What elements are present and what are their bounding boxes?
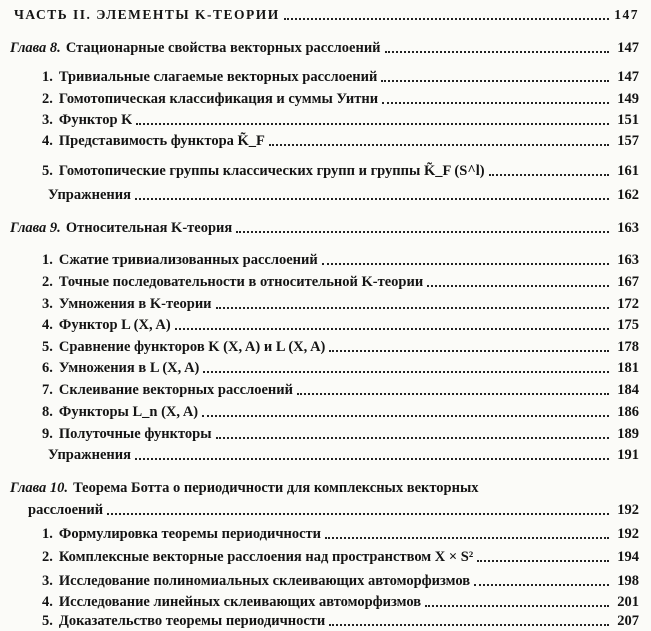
chapter-label: Глава 8. xyxy=(10,40,61,56)
dot-leader xyxy=(477,560,609,562)
section-title: Полуточные функторы xyxy=(58,426,212,442)
section-number: 8. xyxy=(42,404,53,420)
chapter-heading-continuation xyxy=(28,501,639,519)
section-entry xyxy=(42,186,639,204)
section-entry xyxy=(42,403,639,421)
section-title: Гомотопические группы классических групп и группы K̃_F (S^l) xyxy=(58,163,485,179)
dot-leader xyxy=(269,144,609,146)
chapter-title: Стационарные свойства векторных расслоений xyxy=(65,40,381,56)
page-number: 163 xyxy=(617,252,639,268)
section-entry xyxy=(42,162,639,180)
dot-leader xyxy=(385,51,609,53)
section-title: Функторы L_n (X, A) xyxy=(58,404,199,420)
dot-leader xyxy=(474,584,609,586)
section-number: 2. xyxy=(42,274,53,290)
section-entry xyxy=(42,446,639,464)
section-title: Исследование полиномиальных склеивающих автоморфизмов xyxy=(58,573,471,589)
section-number: 1. xyxy=(42,252,53,268)
section-title: Представимость функтора K̃_F xyxy=(58,133,265,149)
dot-leader xyxy=(107,513,609,515)
dot-leader xyxy=(381,80,609,82)
dot-leader xyxy=(216,307,609,309)
dot-leader xyxy=(175,328,609,330)
section-entry xyxy=(42,132,639,150)
page-number: 178 xyxy=(617,339,639,355)
page-number: 191 xyxy=(617,447,639,463)
chapter-heading xyxy=(10,219,639,237)
section-number: 3. xyxy=(42,296,53,312)
chapter-label: Глава 10. xyxy=(10,480,69,496)
page-number: 194 xyxy=(617,549,639,565)
section-title: Склеивание векторных расслоений xyxy=(58,382,293,398)
page-number: 175 xyxy=(617,317,639,333)
section-number: 2. xyxy=(42,91,53,107)
section-entry xyxy=(42,525,639,543)
page-number: 207 xyxy=(617,613,639,629)
page-number: 147 xyxy=(617,69,639,85)
section-entry xyxy=(42,359,639,377)
section-number: 6. xyxy=(42,360,53,376)
dot-leader xyxy=(329,624,609,626)
section-title: Доказательство теоремы периодичности xyxy=(58,613,326,629)
page-number: 147 xyxy=(617,40,639,56)
section-number: 4. xyxy=(42,594,53,610)
section-title: Формулировка теоремы периодичности xyxy=(58,526,322,542)
section-entry xyxy=(42,338,639,356)
section-entry xyxy=(42,425,639,443)
section-title: Упражнения xyxy=(48,187,131,203)
page-number: 192 xyxy=(617,526,639,542)
chapter-title: Относительная K-теория xyxy=(65,220,233,236)
chapter-label: Глава 9. xyxy=(10,220,61,236)
dot-leader xyxy=(202,415,609,417)
dot-leader xyxy=(203,371,609,373)
dot-leader xyxy=(382,102,609,104)
section-title: Сравнение функторов K (X, A) и L (X, A) xyxy=(58,339,326,355)
section-title: Сжатие тривиализованных расслоений xyxy=(58,252,318,268)
page-number: 201 xyxy=(617,594,639,610)
dot-leader xyxy=(236,231,609,233)
page-number: 167 xyxy=(617,274,639,290)
chapter-title-continuation: расслоений xyxy=(28,502,104,518)
chapter-heading xyxy=(10,479,630,497)
section-title: Точные последовательности в относительной K-теории xyxy=(58,274,424,290)
section-title: Тривиальные слагаемые векторных расслоений xyxy=(58,69,378,85)
section-entry xyxy=(42,593,639,611)
section-entry xyxy=(42,572,639,590)
part-heading xyxy=(14,6,639,24)
page-number: 181 xyxy=(617,360,639,376)
page-number: 189 xyxy=(617,426,639,442)
section-number: 3. xyxy=(42,573,53,589)
section-title: Функтор L (X, A) xyxy=(58,317,171,333)
page-number: 172 xyxy=(617,296,639,312)
section-number: 2. xyxy=(42,549,53,565)
dot-leader xyxy=(329,350,609,352)
section-title: Исследование линейных склеивающих автоморфизмов xyxy=(58,594,422,610)
section-title: Упражнения xyxy=(48,447,131,463)
section-number: 7. xyxy=(42,382,53,398)
section-title: Гомотопическая классификация и суммы Уитни xyxy=(58,91,379,107)
page-number: 151 xyxy=(617,112,639,128)
section-entry xyxy=(42,316,639,334)
page-number: 157 xyxy=(617,133,639,149)
dot-leader xyxy=(216,437,609,439)
page-number: 147 xyxy=(614,7,639,22)
dot-leader xyxy=(284,18,609,20)
section-entry xyxy=(42,295,639,313)
section-entry xyxy=(42,111,639,129)
section-entry xyxy=(42,273,639,291)
section-entry xyxy=(42,548,639,566)
section-number: 1. xyxy=(42,69,53,85)
dot-leader xyxy=(135,458,609,460)
section-number: 3. xyxy=(42,112,53,128)
dot-leader xyxy=(136,123,609,125)
section-entry xyxy=(42,612,639,630)
dot-leader xyxy=(325,537,609,539)
chapter-heading xyxy=(10,39,639,57)
chapter-title: Теорема Ботта о периодичности для комплексных векторных xyxy=(73,480,479,496)
section-number: 9. xyxy=(42,426,53,442)
page-number: 162 xyxy=(617,187,639,203)
page-number: 198 xyxy=(617,573,639,589)
page-number: 192 xyxy=(617,502,639,518)
section-number: 5. xyxy=(42,613,53,629)
section-number: 4. xyxy=(42,317,53,333)
section-entry xyxy=(42,381,639,399)
page-number: 186 xyxy=(617,404,639,420)
page-number: 149 xyxy=(617,91,639,107)
dot-leader xyxy=(489,174,609,176)
section-title: Умножения в K-теории xyxy=(58,296,212,312)
dot-leader xyxy=(427,285,609,287)
page-number: 184 xyxy=(617,382,639,398)
section-number: 5. xyxy=(42,163,53,179)
section-entry xyxy=(42,68,639,86)
section-number: 5. xyxy=(42,339,53,355)
dot-leader xyxy=(297,393,609,395)
part-title: ЧАСТЬ II. ЭЛЕМЕНТЫ K-ТЕОРИИ xyxy=(14,7,280,22)
section-title: Умножения в L (X, A) xyxy=(58,360,200,376)
dot-leader xyxy=(135,198,609,200)
section-title: Функтор K xyxy=(58,112,133,128)
page-number: 161 xyxy=(617,163,639,179)
section-entry xyxy=(42,251,639,269)
page-number: 163 xyxy=(617,220,639,236)
section-entry xyxy=(42,90,639,108)
section-title: Комплексные векторные расслоения над пространством X × S² xyxy=(58,549,474,565)
dot-leader xyxy=(425,605,609,607)
dot-leader xyxy=(322,263,609,265)
section-number: 4. xyxy=(42,133,53,149)
section-number: 1. xyxy=(42,526,53,542)
